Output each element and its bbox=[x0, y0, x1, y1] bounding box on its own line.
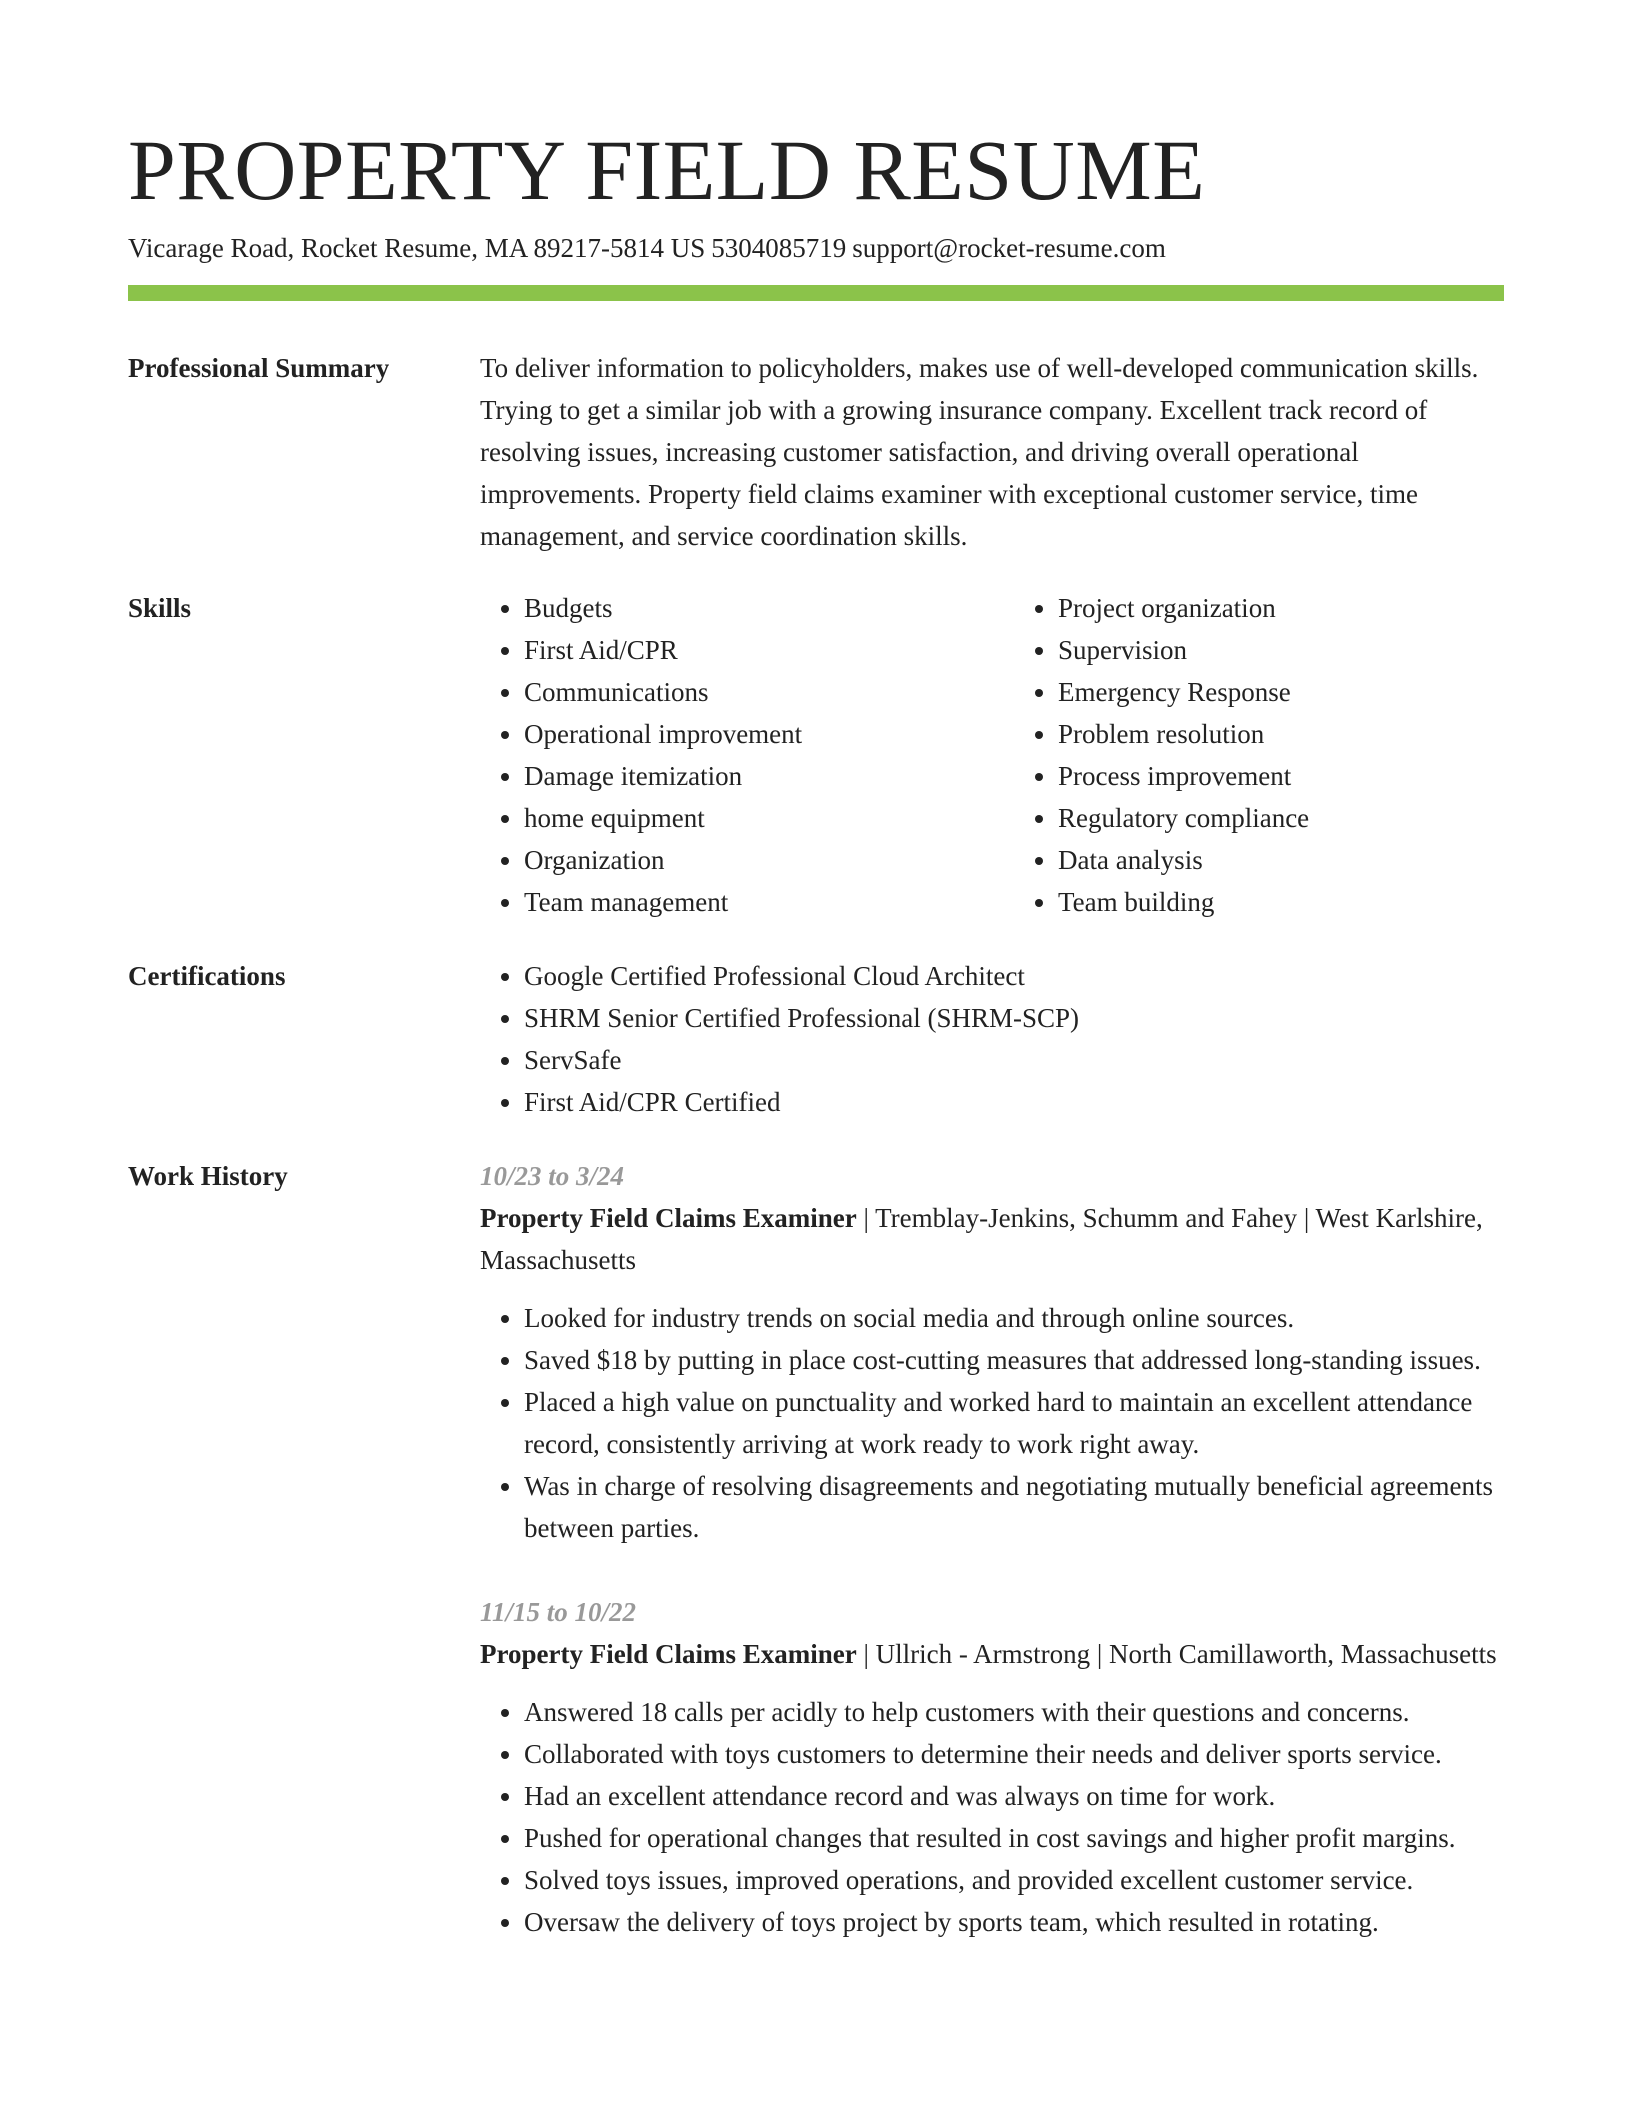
certification-item: • Google Certified Professional Cloud Architect bbox=[524, 955, 1504, 997]
certification-item: • ServSafe bbox=[524, 1039, 1504, 1081]
skill-item: • Data analysis bbox=[1058, 839, 1504, 881]
skill-item: • Communications bbox=[524, 671, 970, 713]
job-heading bbox=[480, 1197, 1504, 1281]
job-entry bbox=[480, 1155, 1504, 1549]
skill-item: • Regulatory compliance bbox=[1058, 797, 1504, 839]
skill-item: • Team building bbox=[1058, 881, 1504, 923]
job-title: Property Field Claims Examiner bbox=[480, 1639, 857, 1669]
resume-title: PROPERTY FIELD RESUME bbox=[128, 122, 1206, 218]
job-employer-location: | Ullrich - Armstrong | North Camillaworth, Massachusetts bbox=[856, 1639, 1497, 1669]
contact-email: support@rocket-resume.com bbox=[852, 233, 1166, 263]
job-bullets bbox=[480, 1297, 1504, 1549]
work-history-body bbox=[480, 1155, 1504, 1943]
certification-item: • SHRM Senior Certified Professional (SHRM-SCP) bbox=[524, 997, 1504, 1039]
job-bullet: • Was in charge of resolving disagreements and negotiating mutually beneficial agreements between parties. bbox=[524, 1465, 1504, 1549]
job-bullet: • Looked for industry trends on social media and through online sources. bbox=[524, 1297, 1504, 1339]
skills-body bbox=[480, 587, 1504, 923]
skills-list-right bbox=[1014, 587, 1504, 923]
job-bullet: • Answered 18 calls per acidly to help customers with their questions and concerns. bbox=[524, 1691, 1504, 1733]
job-bullet: • Solved toys issues, improved operations, and provided excellent customer service. bbox=[524, 1859, 1504, 1901]
skill-item: • Damage itemization bbox=[524, 755, 970, 797]
certifications-list bbox=[480, 955, 1504, 1123]
job-bullet: • Had an excellent attendance record and was always on time for work. bbox=[524, 1775, 1504, 1817]
skill-item: • Process improvement bbox=[1058, 755, 1504, 797]
skill-item: • Team management bbox=[524, 881, 970, 923]
skill-item: • home equipment bbox=[524, 797, 970, 839]
skill-item: • Operational improvement bbox=[524, 713, 970, 755]
job-entry bbox=[480, 1591, 1504, 1943]
certifications-label: Certifications bbox=[128, 961, 286, 991]
job-title: Property Field Claims Examiner bbox=[480, 1203, 857, 1233]
job-dates: 10/23 to 3/24 bbox=[480, 1161, 625, 1191]
job-heading bbox=[480, 1633, 1504, 1675]
skill-item: • Supervision bbox=[1058, 629, 1504, 671]
contact-phone: 5304085719 bbox=[711, 233, 847, 263]
job-dates: 11/15 to 10/22 bbox=[480, 1597, 637, 1627]
skill-item: • Organization bbox=[524, 839, 970, 881]
job-employer-location: | Tremblay-Jenkins, Schumm and Fahey | West Karlshire, Massachusetts bbox=[480, 1203, 1483, 1275]
job-bullets bbox=[480, 1691, 1504, 1943]
summary-label: Professional Summary bbox=[128, 353, 390, 383]
skill-item: • Emergency Response bbox=[1058, 671, 1504, 713]
skill-item: • Project organization bbox=[1058, 587, 1504, 629]
accent-divider bbox=[128, 285, 1504, 301]
summary-text: To deliver information to policyholders, makes use of well-developed communication skills. Trying to get a similar job with a growing insurance company. Excellent track record of resolving issues, increasing customer satisfaction, and driving overall operational improvements. Property field claims examiner with exceptional customer service, time management, and service coordination skills. bbox=[480, 353, 1479, 551]
work-history-label: Work History bbox=[128, 1161, 288, 1191]
skill-item: • First Aid/CPR bbox=[524, 629, 970, 671]
skill-item: • Problem resolution bbox=[1058, 713, 1504, 755]
certification-item: • First Aid/CPR Certified bbox=[524, 1081, 1504, 1123]
contact-line bbox=[128, 230, 1172, 266]
job-bullet: • Saved $18 by putting in place cost-cutting measures that addressed long-standing issues. bbox=[524, 1339, 1504, 1381]
summary-body bbox=[480, 347, 1504, 557]
contact-address: Vicarage Road, Rocket Resume, MA 89217-5814 US bbox=[128, 233, 706, 263]
skills-label: Skills bbox=[128, 593, 192, 623]
job-bullet: • Oversaw the delivery of toys project by sports team, which resulted in rotating. bbox=[524, 1901, 1504, 1943]
job-bullet: • Placed a high value on punctuality and worked hard to maintain an excellent attendance record, consistently arriving at work ready to work right away. bbox=[524, 1381, 1504, 1465]
certifications-body bbox=[480, 955, 1504, 1123]
skill-item: • Budgets bbox=[524, 587, 970, 629]
skills-list-left bbox=[480, 587, 970, 923]
job-bullet: • Collaborated with toys customers to determine their needs and deliver sports service. bbox=[524, 1733, 1504, 1775]
job-bullet: • Pushed for operational changes that resulted in cost savings and higher profit margins. bbox=[524, 1817, 1504, 1859]
